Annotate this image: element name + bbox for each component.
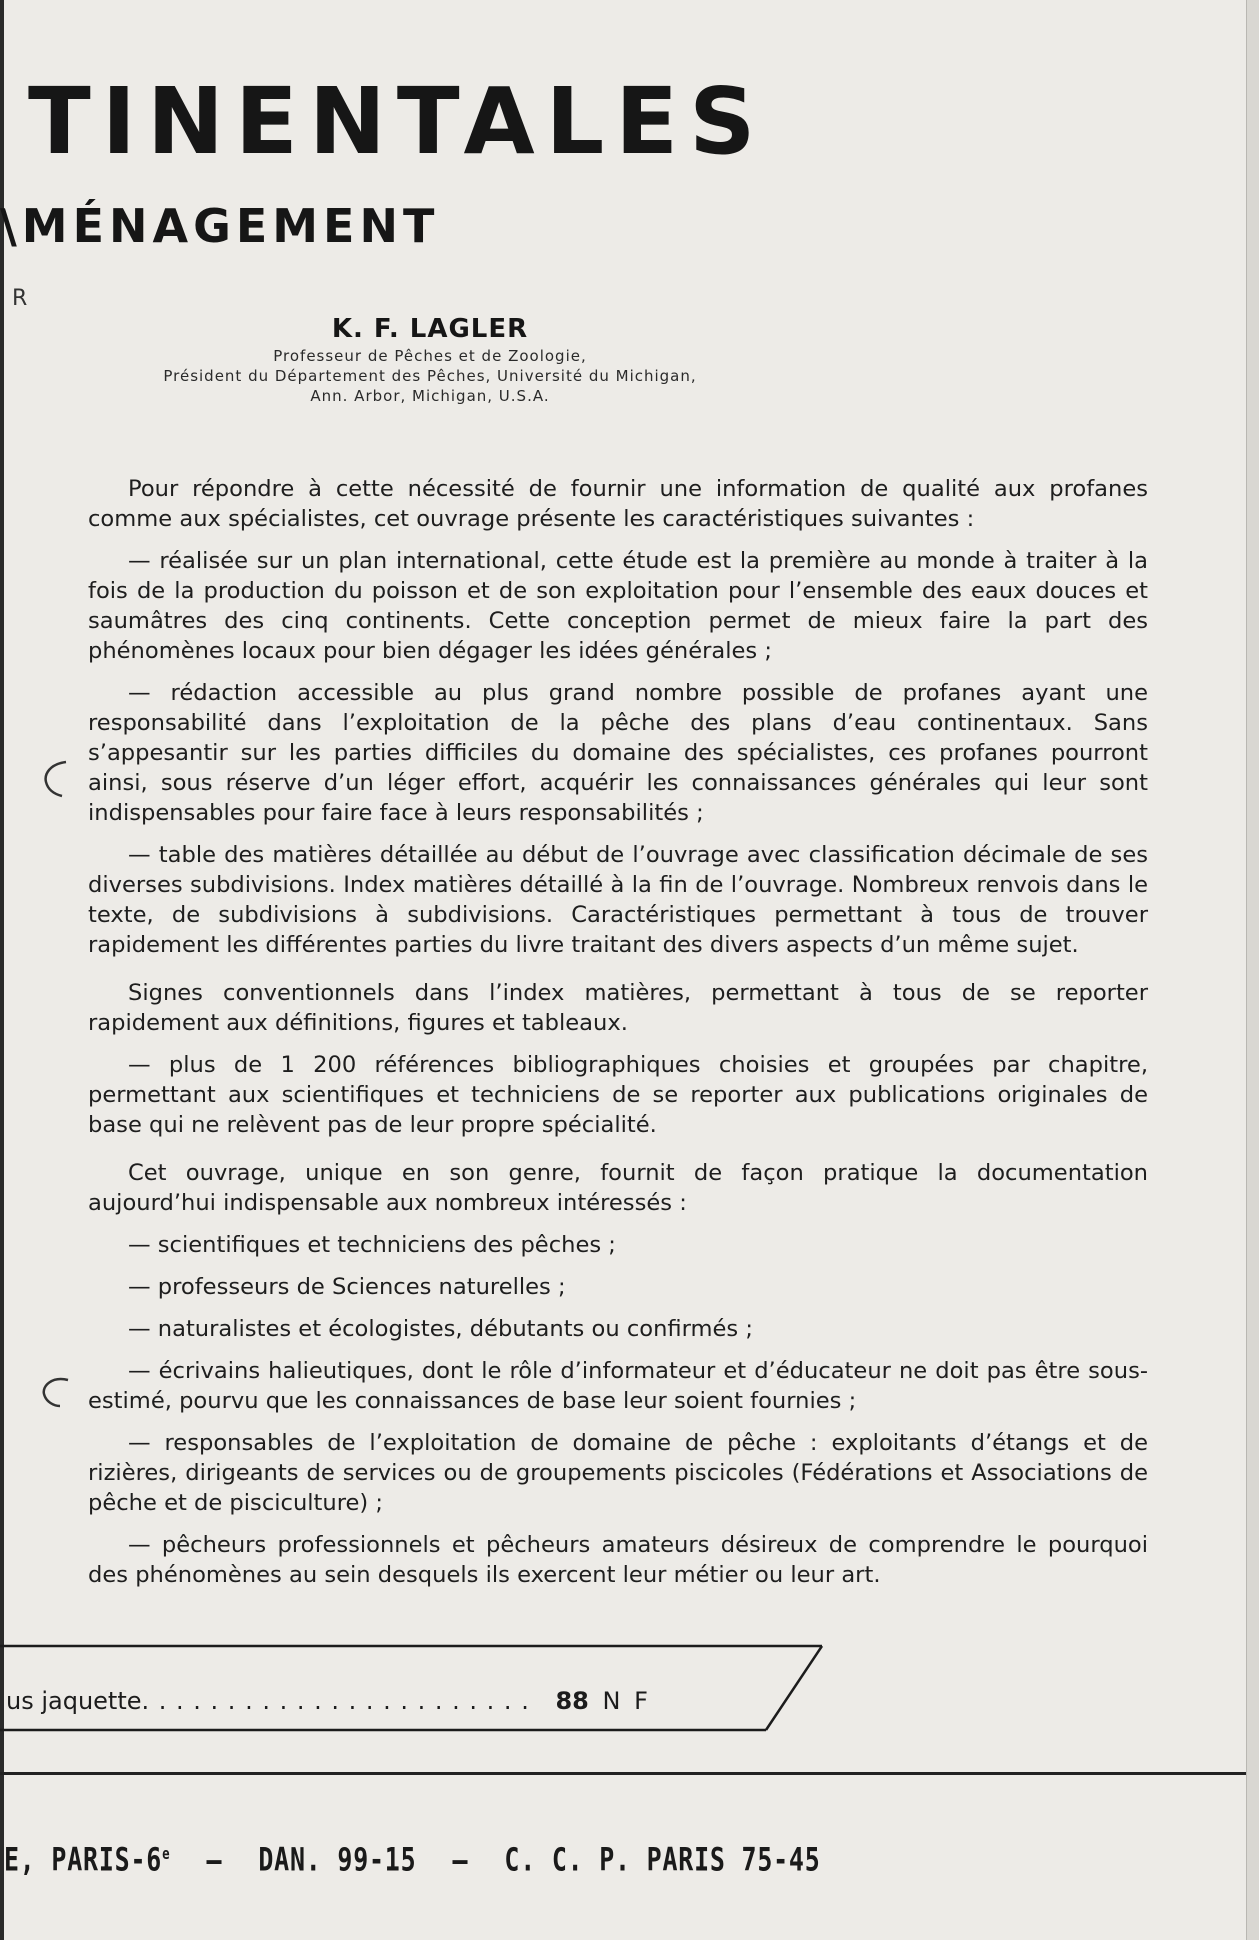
- list-item: — pêcheurs professionnels et pêcheurs amateurs désireux de comprendre le pourquoi des phénomènes au sein desquels ils exercent leur métier ou leur art.: [88, 1532, 1148, 1588]
- page-right-fold: [1246, 0, 1259, 1940]
- paragraph: Signes conventionnels dans l’index matières, permettant à tous de se reporter rapidement aux définitions, figures et tableaux.: [88, 980, 1148, 1036]
- list-item: — scientifiques et techniciens des pêches ;: [128, 1232, 616, 1258]
- paragraph: — réalisée sur un plan international, cette étude est la première au monde à traiter à la fois de la production du poisson et de son exploitation pour l’ensemble des eaux douces et saumâtres des cinq continents. Cette conception permet de mieux faire la part des phénomènes locaux pour bien dégager les idées générales ;: [88, 548, 1148, 664]
- punch-hole-mark: [38, 1372, 72, 1412]
- footer-separator: —: [452, 1840, 469, 1879]
- price-label: us jaquette: [6, 1687, 142, 1715]
- price-value: 88: [555, 1687, 589, 1715]
- paragraph: Pour répondre à cette nécessité de fournir une information de qualité aux profanes comme aux spécialistes, cet ouvrage présente les caractéristiques suivantes :: [88, 476, 1148, 532]
- list-item: — responsables de l’exploitation de domaine de pêche : exploitants d’étangs et de rizières, dirigeants de services ou de groupements piscicoles (Fédérations et Associations de pêche et de pisciculture) ;: [88, 1430, 1148, 1516]
- price-line: [6, 1686, 651, 1716]
- title-line-1: TINENTALES: [28, 68, 767, 175]
- author-title-line: Président du Département des Pêches, Université du Michigan,: [163, 367, 697, 385]
- footer-phone: DAN. 99-15: [258, 1840, 417, 1879]
- author-block: [0, 312, 1010, 406]
- price-dot-leader: . . . . . . . . . . . . . . . . . . . . . . .: [141, 1687, 530, 1715]
- list-item: — écrivains halieutiques, dont le rôle d’informateur et d’éducateur ne doit pas être sous-estimé, pourvu que les connaissances de base leur soient fournies ;: [88, 1358, 1148, 1414]
- punch-hole-mark: [40, 758, 74, 798]
- list-item: — professeurs de Sciences naturelles ;: [128, 1274, 566, 1300]
- footer-address-superscript: e: [162, 1844, 171, 1863]
- author-name: K. F. LAGLER: [331, 314, 529, 344]
- paragraph: — table des matières détaillée au début de l’ouvrage avec classification décimale de ses diverses subdivisions. Index matières détaillé à la fin de l’ouvrage. Nombreux renvois dans le texte, de subdivisions à subdivisions. Caractéristiques permettant à tous de trouver rapidement les différentes parties du livre traitant des divers aspects d’un même sujet.: [88, 842, 1148, 958]
- author-title-line: Professeur de Pêches et de Zoologie,: [273, 347, 587, 365]
- paragraph: — plus de 1 200 références bibliographiques choisies et groupées par chapitre, permettant aux scientifiques et techniciens de se reporter aux publications originales de base qui ne relèvent pas de leur propre spécialité.: [88, 1052, 1148, 1138]
- list-item: — naturalistes et écologistes, débutants ou confirmés ;: [128, 1316, 753, 1342]
- footer-address: E, PARIS-6: [4, 1840, 163, 1879]
- title-line-2: \MÉNAGEMENT: [0, 199, 440, 253]
- author-title-line: Ann. Arbor, Michigan, U.S.A.: [310, 387, 550, 405]
- stray-letter: R: [12, 286, 28, 311]
- footer-account: C. C. P. PARIS 75-45: [504, 1840, 821, 1879]
- price-unit: N F: [602, 1687, 651, 1715]
- paragraph: Cet ouvrage, unique en son genre, fournit de façon pratique la documentation aujourd’hui indispensable aux nombreux intéressés :: [88, 1160, 1148, 1216]
- footer-contact: [4, 1834, 821, 1880]
- price-box: [0, 1644, 830, 1732]
- paragraph: — rédaction accessible au plus grand nombre possible de profanes ayant une responsabilité dans l’exploitation de la pêche des plans d’eau continentaux. Sans s’appesantir sur les parties difficiles du domaine des spécialistes, ces profanes pourront ainsi, sous réserve d’un léger effort, acquérir les connaissances générales qui leur sont indispensables pour faire face à leurs responsabilités ;: [88, 680, 1148, 826]
- footer-separator: —: [206, 1840, 223, 1879]
- footer-divider: [0, 1772, 1246, 1775]
- body-text: [88, 474, 1148, 1590]
